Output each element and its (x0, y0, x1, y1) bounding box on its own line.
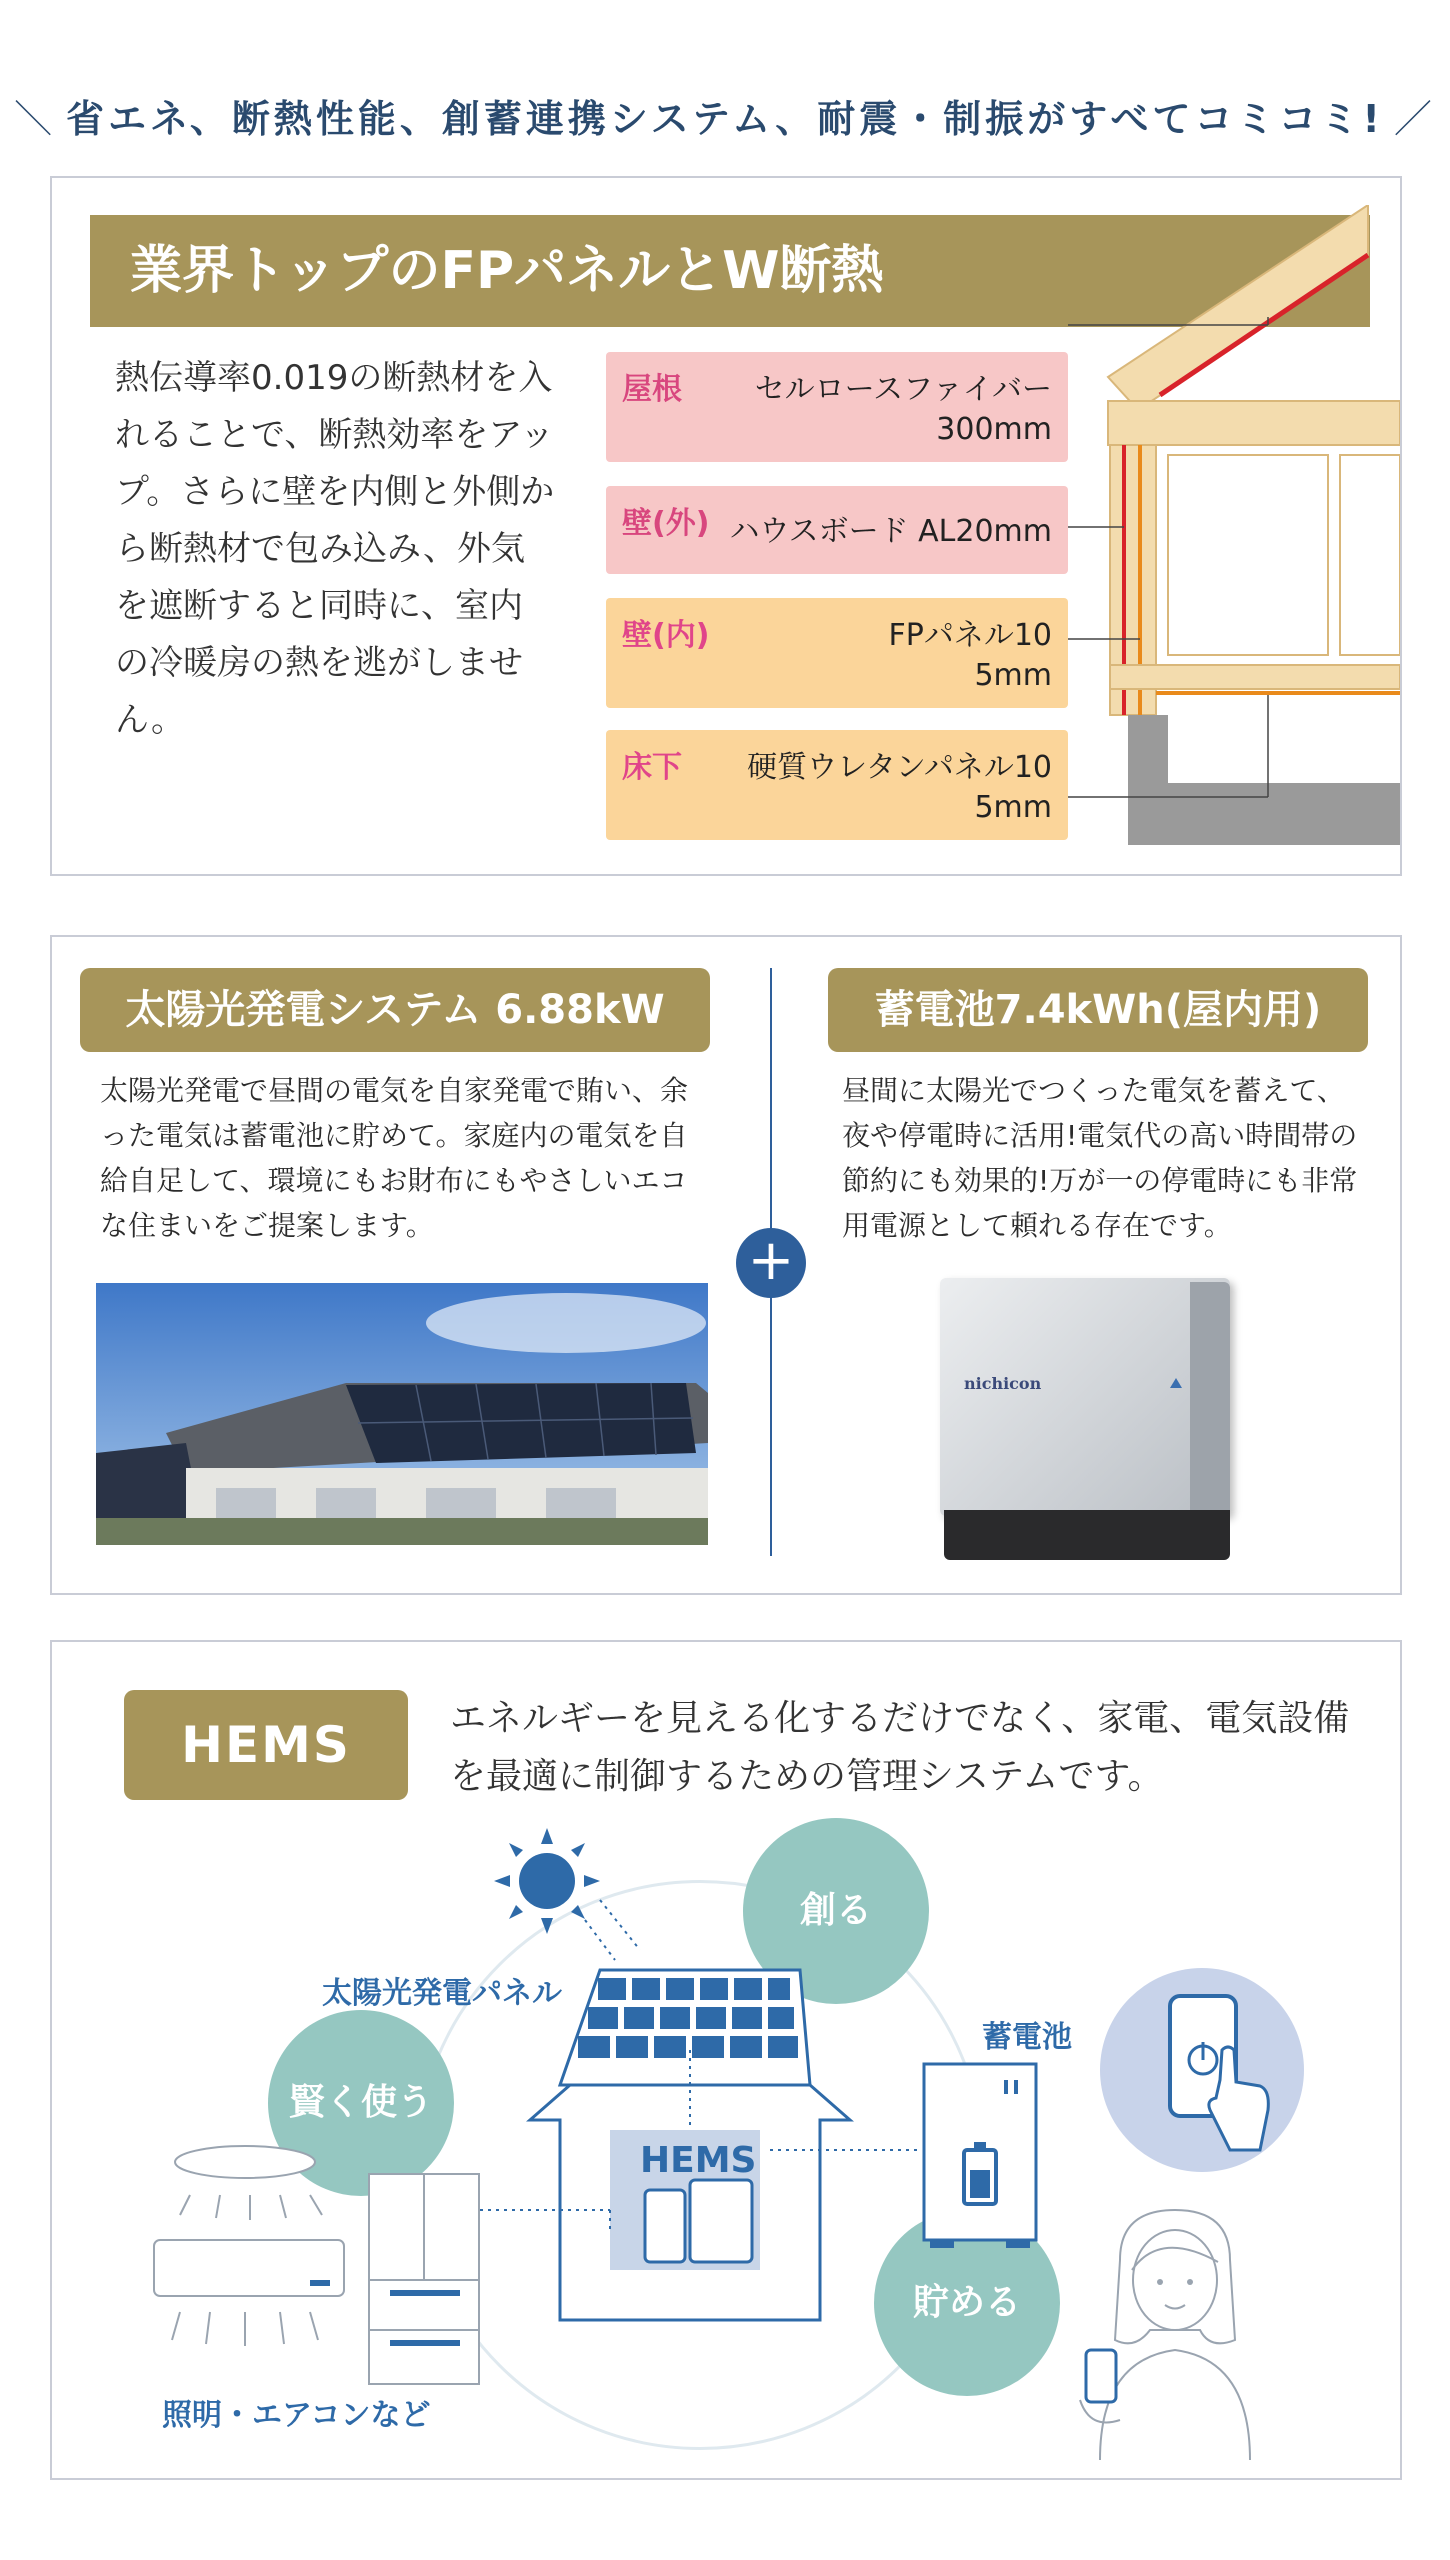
floor-structure (1110, 665, 1400, 689)
plus-icon: + (736, 1228, 806, 1298)
wall-section-illustration (1068, 205, 1400, 845)
house-hems-label: HEMS (640, 2140, 757, 2181)
handheld-phone-icon (1086, 2350, 1116, 2402)
spec-roof-material: セルロースファイバー (754, 372, 1052, 407)
headline-text: 省エネ、断熱性能、創蓄連携システム、耐震・制振がすべてコミコミ! (66, 97, 1384, 141)
spec-outer-wall-label: 壁(外) (622, 506, 710, 541)
use-circle: 賢く使う (268, 2010, 454, 2196)
appliances-label: 照明・エアコンなど (162, 2398, 431, 2433)
foundation (1128, 715, 1400, 845)
spec-inner-wall-material: FPパネル10 (888, 618, 1052, 653)
battery-description: 昼間に太陽光でつくった電気を蓄えて、夜や停電時に活用!電気代の高い時間帯の節約にも効果的!万が一の停電時にも非常用電源として頼れる存在です。 (842, 1074, 1358, 1242)
slash-left-icon: ＼ (14, 97, 57, 141)
aircon-icon (154, 2240, 344, 2296)
solar-title: 太陽光発電システム 6.88kW (80, 968, 710, 1052)
phone-tap-icon (1150, 1990, 1290, 2160)
spec-roof-thickness: 300mm (936, 412, 1052, 447)
solar-panel-label: 太陽光発電パネル (322, 1976, 562, 2011)
battery-unit-photo (940, 1278, 1240, 1568)
spec-roof (606, 352, 1068, 462)
battery-unit-icon (920, 2060, 1040, 2250)
spec-underfloor (606, 730, 1068, 840)
battery-label: 蓄電池 (982, 2020, 1072, 2055)
spec-inner-wall (606, 598, 1068, 708)
brand-triangle-icon (1170, 1378, 1182, 1388)
create-circle: 創る (743, 1818, 929, 2004)
slash-right-icon: ／ (1393, 97, 1436, 141)
hems-badge: HEMS (124, 1690, 408, 1800)
spec-underfloor-thickness: 5mm (974, 790, 1052, 825)
ceiling-light-icon (175, 2146, 315, 2178)
spec-roof-label: 屋根 (622, 372, 682, 407)
solar-description: 太陽光発電で昼間の電気を自家発電で賄い、余った電気は蓄電池に貯めて。家庭内の電気を自給自足して、環境にもお財布にもやさしいエコな住まいをご提案します。 (100, 1074, 689, 1242)
light-aircon-icon (150, 2140, 380, 2350)
solar-house-photo (96, 1283, 708, 1545)
spec-outer-wall (606, 486, 1068, 574)
top-headline (0, 88, 1450, 143)
sun-icon (492, 1826, 602, 1936)
insulation-description: 熱伝導率0.019の断熱材を入れることで、断熱効率をアップ。さらに壁を内側と外側から断熱材で包み込み、外気を遮断すると同時に、室内の冷暖房の熱を逃がしません。 (115, 358, 555, 740)
spec-underfloor-label: 床下 (622, 750, 682, 785)
hems-description: エネルギーを見える化するだけでなく、家電、電気設備を最適に制御するための管理システムです。 (450, 1698, 1350, 1797)
insulation-title: 業界トップのFPパネルとW断熱 (90, 215, 1370, 327)
battery-title: 蓄電池7.4kWh(屋内用) (828, 968, 1368, 1052)
woman-with-phone-illustration (1060, 2200, 1310, 2460)
smartphone-icon (645, 2190, 685, 2262)
store-circle: 貯める (874, 2210, 1060, 2396)
spec-outer-wall-material: ハウスボード AL20mm (729, 514, 1052, 549)
tablet-icon (690, 2180, 752, 2262)
spec-inner-wall-thickness: 5mm (974, 658, 1052, 693)
spec-underfloor-material: 硬質ウレタンパネル10 (747, 750, 1052, 785)
roof-structure (1108, 205, 1368, 410)
battery-brand: nichicon (964, 1374, 1042, 1393)
refrigerator-icon (365, 2170, 485, 2390)
spec-inner-wall-label: 壁(内) (622, 618, 710, 653)
